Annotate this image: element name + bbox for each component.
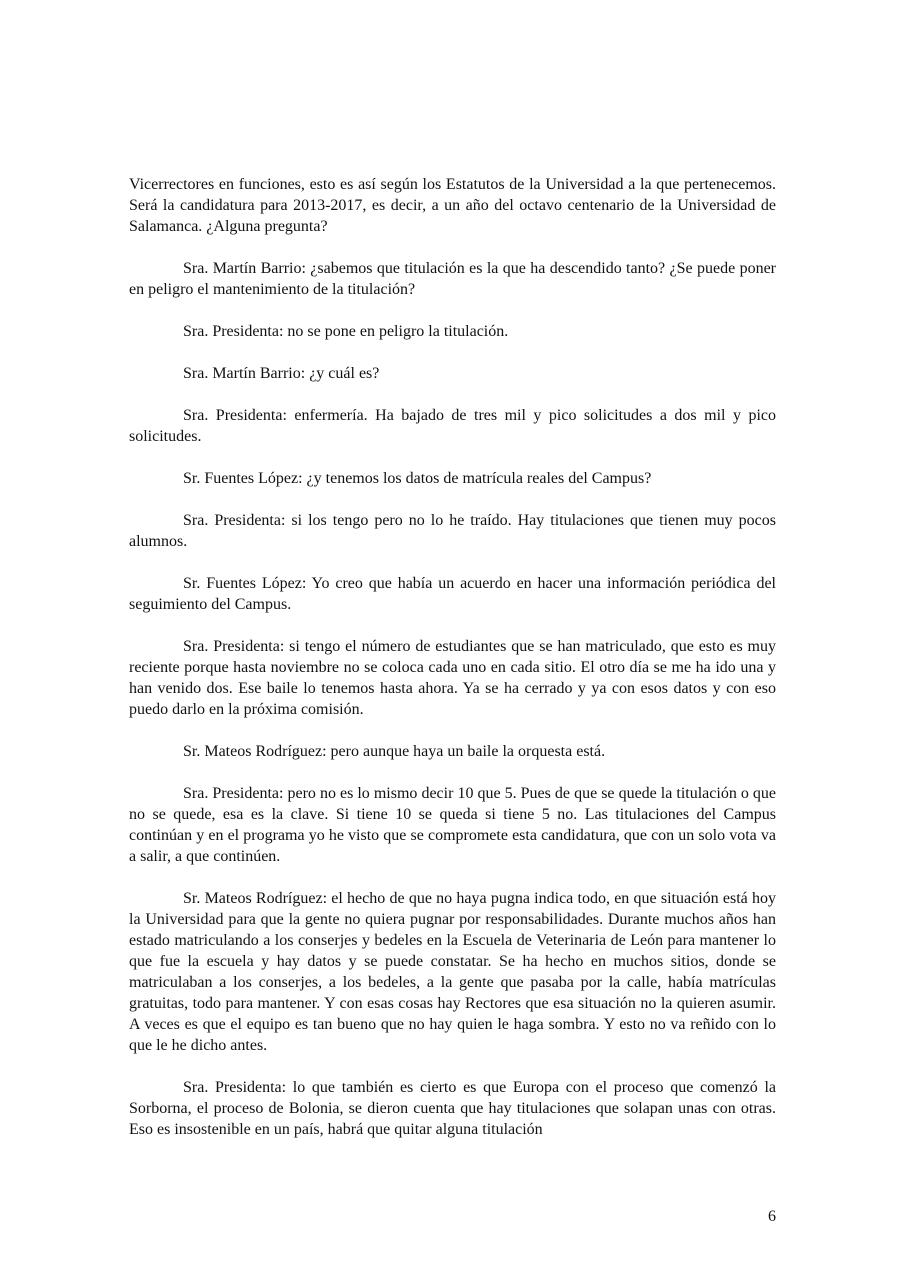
paragraph: Sra. Presidenta: si tengo el número de estudiantes que se han matriculado, que esto es muy reciente porque hasta noviembre no se coloca cada uno en cada sitio. El otro día se me ha ido una y han venido dos. Ese baile lo tenemos hasta ahora. Ya se ha cerrado y ya con esos datos y con eso puedo darlo en la próxima comisión. <box>129 638 776 718</box>
paragraph: Sr. Mateos Rodríguez: pero aunque haya un baile la orquesta está. <box>183 743 606 760</box>
paragraph: Sra. Martín Barrio: ¿sabemos que titulación es la que ha descendido tanto? ¿Se puede poner en peligro el mantenimiento de la titulación? <box>129 260 776 298</box>
paragraph: Sra. Presidenta: enfermería. Ha bajado de tres mil y pico solicitudes a dos mil y pico solicitudes. <box>129 407 776 445</box>
paragraph: Vicerrectores en funciones, esto es así según los Estatutos de la Universidad a la que pertenecemos. Será la candidatura para 2013-2017, es decir, a un año del octavo centenario de la Universidad de Salamanca. ¿Alguna pregunta? <box>129 176 776 235</box>
paragraph: Sra. Presidenta: lo que también es cierto es que Europa con el proceso que comenzó la Sorborna, el proceso de Bolonia, se dieron cuenta que hay titulaciones que solapan unas con otras. Eso es insostenible en un país, habrá que quitar alguna titulación <box>129 1079 776 1138</box>
document-body <box>129 174 776 1161</box>
paragraph: Sr. Fuentes López: ¿y tenemos los datos de matrícula reales del Campus? <box>183 470 652 487</box>
paragraph: Sra. Presidenta: no se pone en peligro la titulación. <box>183 323 509 340</box>
paragraph: Sr. Mateos Rodríguez: el hecho de que no haya pugna indica todo, en que situación está hoy la Universidad para que la gente no quiera pugnar por responsabilidades. Durante muchos años han estado matriculando a los conserjes y bedeles en la Escuela de Veterinaria de León para mantener lo que fue la escuela y hay datos y se puede constatar. Se ha hecho en muchos sitios, donde se matriculaban a los conserjes, a los bedeles, a la gente que pasaba por la calle, había matrículas gratuitas, todo para mantener. Y con esas cosas hay Rectores que esa situación no la quieren asumir. A veces es que el equipo es tan bueno que no hay quien le haga sombra. Y esto no va reñido con lo que le he dicho antes. <box>129 890 776 1054</box>
paragraph: Sra. Presidenta: si los tengo pero no lo he traído. Hay titulaciones que tienen muy pocos alumnos. <box>129 512 776 550</box>
paragraph: Sra. Martín Barrio: ¿y cuál es? <box>183 365 380 382</box>
page-number: 6 <box>768 1208 776 1225</box>
paragraph: Sra. Presidenta: pero no es lo mismo decir 10 que 5. Pues de que se quede la titulación o que no se quede, esa es la clave. Si tiene 10 se queda si tiene 5 no. Las titulaciones del Campus continúan y en el programa yo he visto que se compromete esta candidatura, que con un solo vota va a salir, a que continúen. <box>129 785 776 865</box>
paragraph: Sr. Fuentes López: Yo creo que había un acuerdo en hacer una información periódica del seguimiento del Campus. <box>129 575 776 613</box>
